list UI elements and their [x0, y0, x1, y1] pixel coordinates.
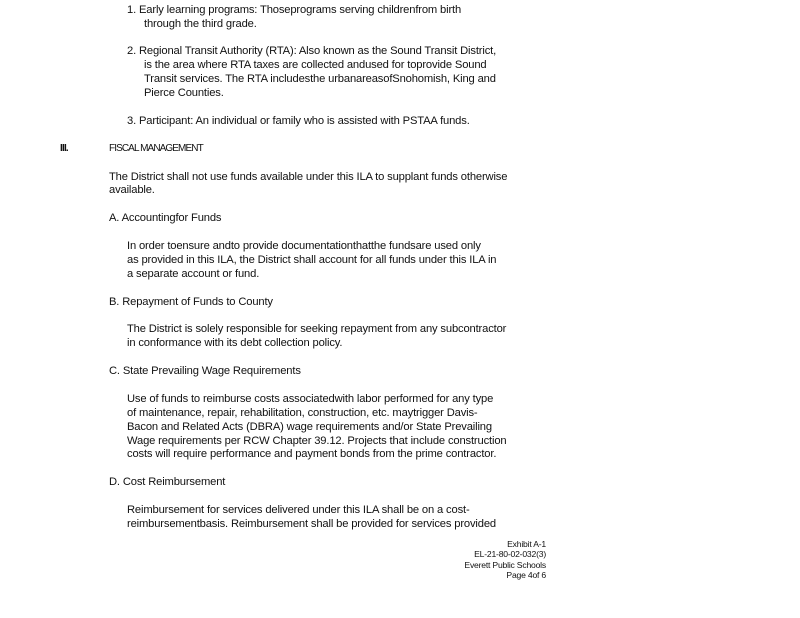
subsection-a-line-3: a separate account or fund.: [127, 268, 260, 280]
subsection-b-line-2: in conformance with its debt collection policy.: [127, 337, 343, 349]
subsection-c-line-1: Use of funds to reimburse costs associatedwith labor performed for any type: [127, 393, 494, 405]
footer-page-number: Page 4of 6: [506, 570, 546, 581]
footer-exhibit: Exhibit A-1: [507, 539, 546, 549]
subsection-c-line-3: Bacon and Related Acts (DBRA) wage requirements and/or State Prevailing: [127, 421, 492, 433]
definition-item-2-line-3: Transit services. The RTA includesthe urbanareasofSnohomish, King and: [144, 73, 496, 85]
section-title: FISCAL MANAGEMENT: [109, 143, 203, 154]
subsection-c-line-4: Wage requirements per RCW Chapter 39.12. Projects that include construction: [127, 435, 507, 447]
subsection-d-line-2: reimbursementbasis. Reimbursement shall be provided for services provided: [127, 518, 496, 530]
subsection-b-title: B. Repayment of Funds to County: [109, 296, 273, 308]
section-intro-line-2: available.: [109, 184, 155, 196]
footer-organization: Everett Public Schools: [464, 559, 546, 570]
subsection-c-title: C. State Prevailing Wage Requirements: [109, 365, 301, 377]
subsection-a-line-2: as provided in this ILA, the District shall account for all funds under this ILA in: [127, 254, 497, 266]
section-number: III.: [60, 143, 68, 154]
definition-item-3: 3. Participant: An individual or family who is assisted with PSTAA funds.: [127, 115, 470, 127]
subsection-c-line-5: costs will require performance and payment bonds from the prime contractor.: [127, 448, 497, 460]
definition-item-1-line-2: through the third grade.: [144, 18, 257, 30]
footer-document-number: EL-21-80-02-032(3): [474, 549, 546, 560]
subsection-a-line-1: In order toensure andto provide documentationthatthe fundsare used only: [127, 240, 481, 252]
subsection-d-line-1: Reimbursement for services delivered under this ILA shall be on a cost-: [127, 504, 470, 516]
definition-item-2-line-1: 2. Regional Transit Authority (RTA): Also known as the Sound Transit District,: [127, 45, 497, 57]
page-footer: [464, 539, 546, 581]
subsection-b-line-1: The District is solely responsible for seeking repayment from any subcontractor: [127, 323, 507, 335]
definition-item-2-line-2: is the area where RTA taxes are collected andused for toprovide Sound: [144, 59, 487, 71]
subsection-c-line-2: of maintenance, repair, rehabilitation, construction, etc. maytrigger Davis-: [127, 407, 478, 419]
subsection-a-title: A. Accountingfor Funds: [109, 212, 222, 224]
section-intro-line-1: The District shall not use funds available under this ILA to supplant funds otherwise: [109, 171, 508, 183]
definition-item-2-line-4: Pierce Counties.: [144, 87, 224, 99]
subsection-d-title: D. Cost Reimbursement: [109, 476, 226, 488]
definition-item-1-line-1: 1. Early learning programs: Thoseprograms serving childrenfrom birth: [127, 4, 462, 16]
